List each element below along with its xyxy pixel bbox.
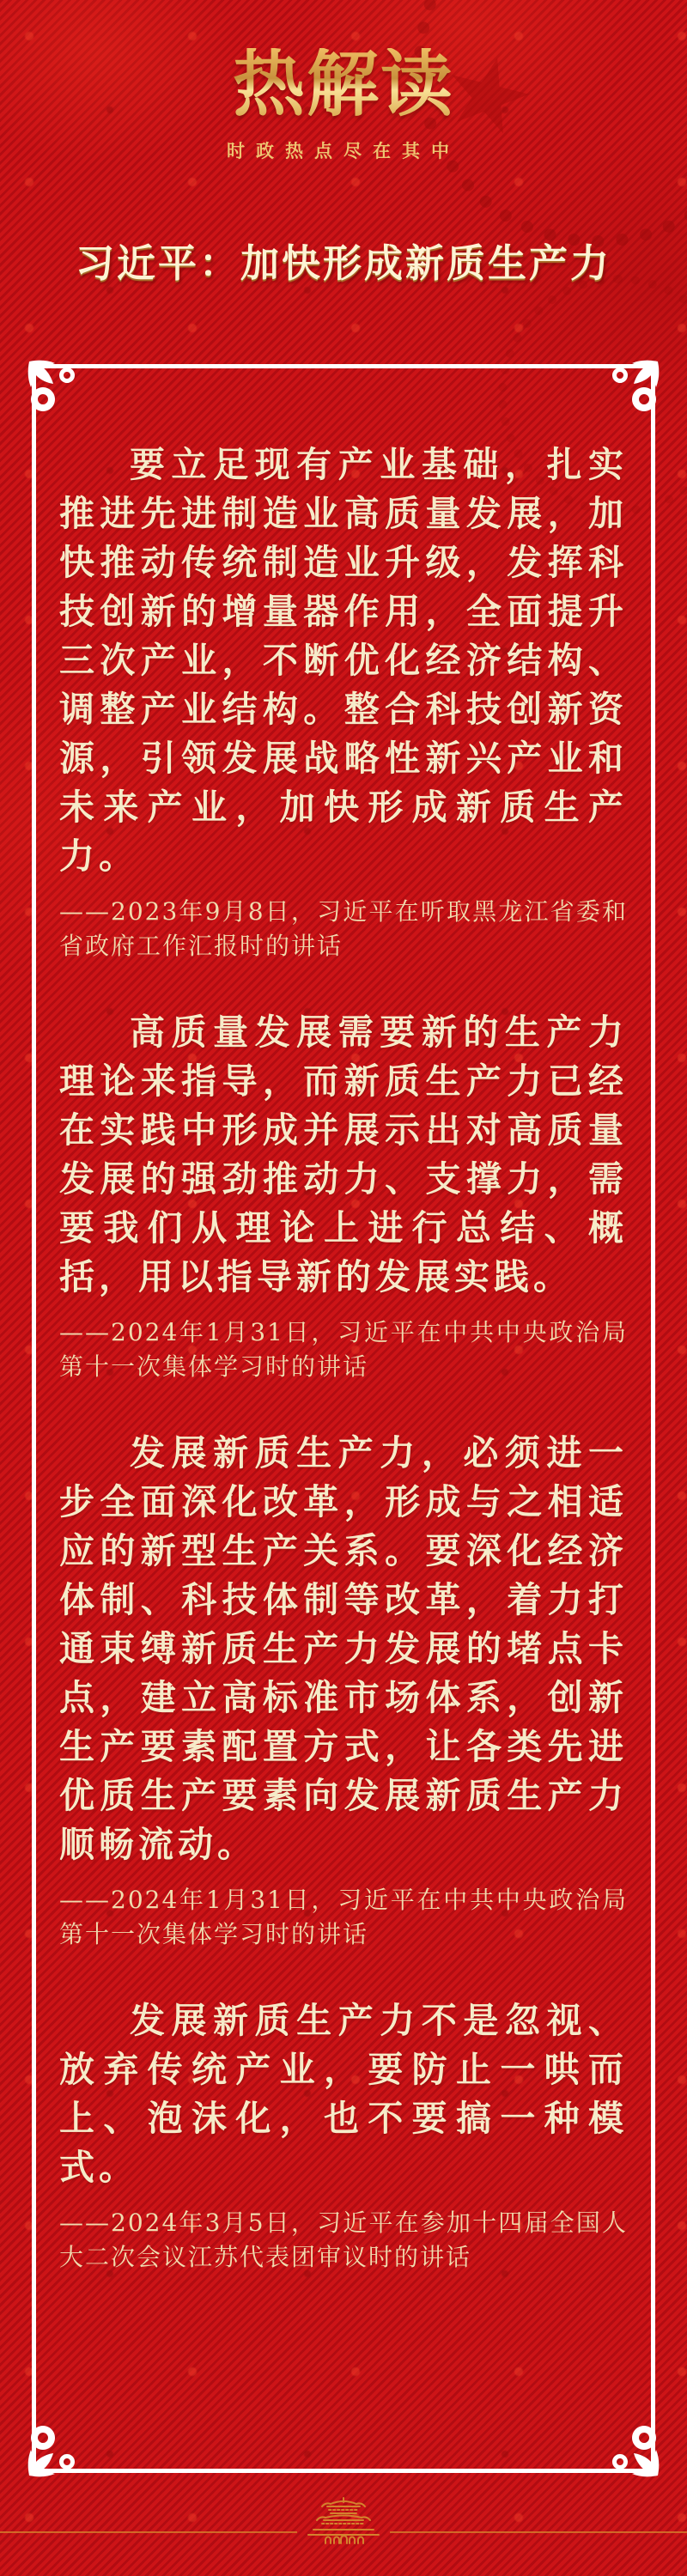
logo-wordmark: 热解读 [0,48,687,120]
quote-frame [32,364,655,2473]
quote-block [59,1996,628,2275]
quote-text: 要立足现有产业基础，扎实推进先进制造业高质量发展，加快推动传统制造业升级，发挥科技创新的增量器作用，全面提升三次产业，不断优化经济结构、调整产业结构。整合科技创新资源，引领发展战略性新兴产业和未来产业，加快形成新质生产力。 [59,444,628,877]
quote-block [59,1008,628,1384]
quote-text: 高质量发展需要新的生产力理论来指导，而新质生产力已经在实践中形成并展示出对高质量发展的强劲推动力、支撑力，需要我们从理论上进行总结、概括，用以指导新的发展实践。 [59,1012,628,1297]
quote-block [59,1429,628,1952]
quote-block [59,440,628,963]
footer-divider [0,2531,297,2533]
corner-flourish-icon [603,356,663,416]
quote-source: ——2024年1月31日，习近平在中共中央政治局第十一次集体学习时的讲话 [59,1886,628,1948]
quote-source: ——2024年3月5日，习近平在参加十四届全国人大二次会议江苏代表团审议时的讲话 [59,2208,628,2271]
quote-text: 发展新质生产力，必须进一步全面深化改革，形成与之相适应的新型生产关系。要深化经济体制、科技体制等改革，着力打通束缚新质生产力发展的堵点卡点，建立高标准市场体系，创新生产要素配置方式，让各类先进优质生产要素向发展新质生产力顺畅流动。 [59,1432,628,1865]
logo-tagline: 时政热点尽在其中 [227,141,460,161]
quote-source: ——2023年9月8日，习近平在听取黑龙江省委和省政府工作汇报时的讲话 [59,897,628,960]
quote-text: 发展新质生产力不是忽视、放弃传统产业，要防止一哄而上、泡沫化，也不要搞一种模式。 [59,2000,628,2188]
tiananmen-icon [296,2495,391,2547]
page-title: 习近平：加快形成新质生产力 [75,240,611,286]
corner-flourish-icon [603,2421,663,2481]
corner-flourish-icon [24,356,84,416]
masthead [0,42,687,163]
quote-source: ——2024年1月31日，习近平在中共中央政治局第十一次集体学习时的讲话 [59,1318,628,1381]
corner-flourish-icon [24,2421,84,2481]
footer-divider [390,2531,687,2533]
